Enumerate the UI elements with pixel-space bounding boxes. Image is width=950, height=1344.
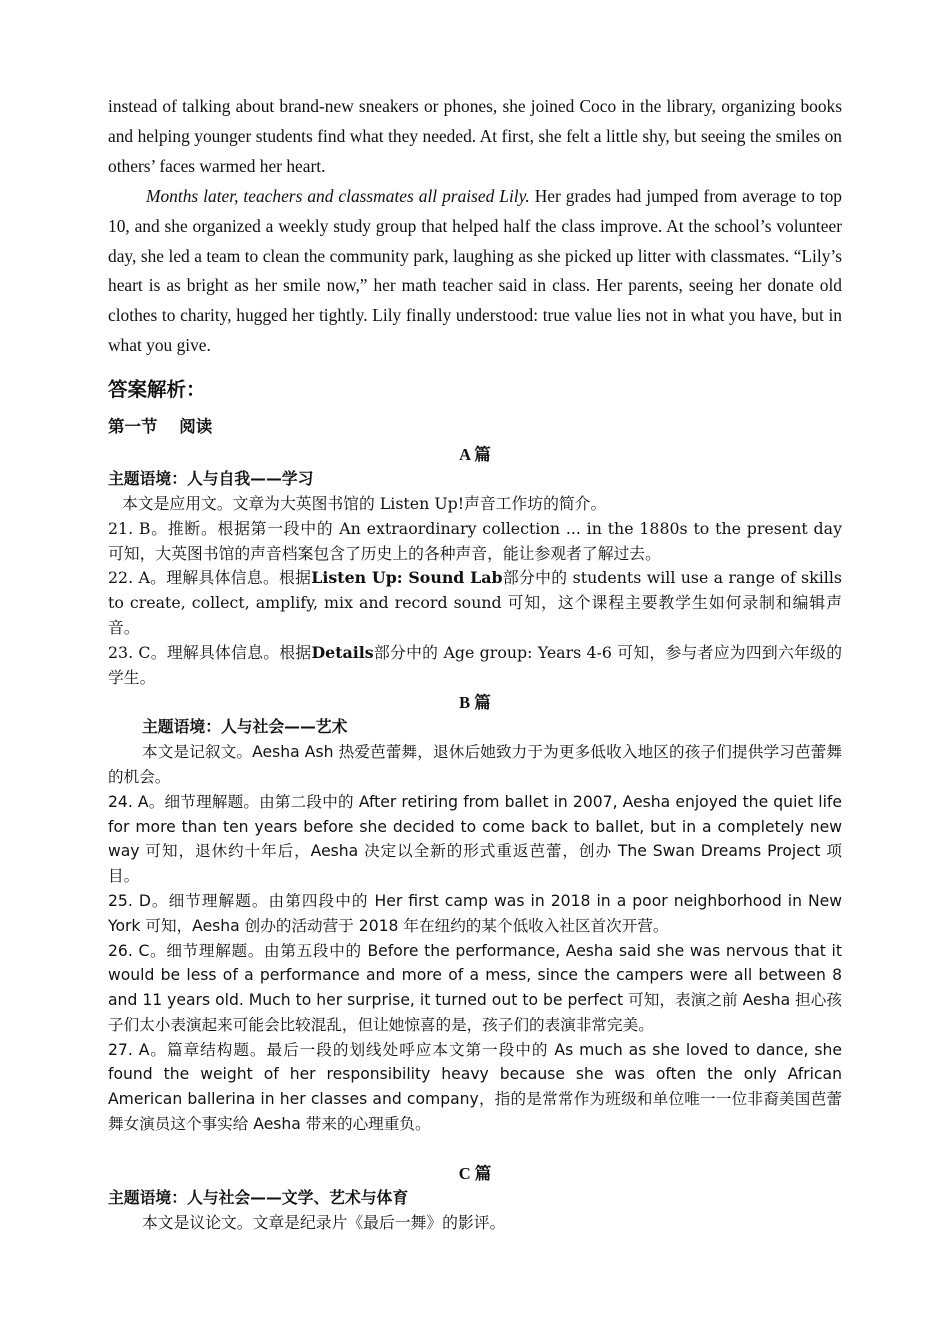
answer-25: 25. D。细节理解题。由第四段中的 Her first camp was in 2018 in a poor neighborhood in New York 可知，Aesha 创办的活动营于 2018 年在纽约的某个低收入社区首次开营。 (108, 891, 842, 935)
passage-b-block (108, 690, 842, 1137)
answers-heading: 答案解析： (108, 378, 206, 402)
story-text (108, 92, 842, 361)
section-heading: 第一节 阅读 (108, 417, 213, 437)
answer-23: 23. C。理解具体信息。根据Details部分中的 Age group: Years 4-6 可知，参与者应为四到六年级的学生。 (108, 642, 842, 687)
passage-b-title: B 篇 (459, 693, 491, 713)
passage-a-title: A 篇 (459, 445, 491, 465)
answer-21: 21. B。推断。根据第一段中的 An extraordinary collection ... in the 1880s to the present day 可知，大英图书馆的声音档案包含了历史上的各种声音，能让参观者了解过去。 (108, 518, 842, 563)
answer-22: 22. A。理解具体信息。根据Listen Up: Sound Lab部分中的 students will use a range of skills to create, collect, amplify, mix and record sound 可知，这个课程主要教学生如何录制和编辑声音。 (108, 568, 842, 637)
passage-c-title: C 篇 (458, 1163, 492, 1183)
passage-c-block (108, 1161, 842, 1236)
answer-24: 24. A。细节理解题。由第二段中的 After retiring from ballet in 2007, Aesha enjoyed the quiet life for more than ten years before she decided to come back to ballet, but in a completely new way 可知，退休约十年后，Aesha 决定以全新的形式重返芭蕾，创办 The Swan Dreams Project 项目。 (108, 792, 842, 886)
story-italic-sentence: Months later, teachers and classmates all praised Lily. (146, 185, 530, 206)
answer-27: 27. A。篇章结构题。最后一段的划线处呼应本文第一段中的 As much as she loved to dance, she found the weight of her responsibility heavy because she was often the only African American ballerina in her classes and company，指的是常常作为班级和单位唯一一位非裔美国芭蕾舞女演员这个事实给 Aesha 带来的心理重负。 (108, 1040, 842, 1134)
passage-b-intro: 本文是记叙文。Aesha Ash 热爱芭蕾舞，退休后她致力于为更多低收入地区的孩子们提供学习芭蕾舞的机会。 (108, 743, 842, 786)
passage-c-theme: 主题语境：人与社会——文学、艺术与体育 (108, 1187, 409, 1207)
passage-a-intro: 本文是应用文。文章为大英图书馆的 Listen Up!声音工作坊的简介。 (122, 493, 607, 513)
passage-a-block (108, 442, 842, 690)
spacer (108, 1137, 842, 1161)
answer-23-bold: Details (311, 642, 374, 662)
passage-a-theme: 主题语境：人与自我——学习 (108, 469, 314, 489)
answer-26: 26. C。细节理解题。由第五段中的 Before the performance, Aesha said she was nervous that it would be less of a performance and more of a mess, since the campers were all between 8 and 11 years old. Much to her surprise, it turned out to be perfect 可知，表演之前 Aesha 担心孩子们太小表演起来可能会比较混乱，但让她惊喜的是，孩子们的表演非常完美。 (108, 941, 842, 1034)
answer-22-bold: Listen Up: Sound Lab (311, 568, 503, 588)
passage-b-theme: 主题语境：人与社会——艺术 (142, 717, 348, 737)
story-paragraph-2-rest: Her grades had jumped from average to top 10, and she organized a weekly study group that helped half the class improve. At the school’s volunteer day, she led a team to clean the community park, laughing as she picked up litter with classmates. “Lily’s heart is as bright as her smile now,” her math teacher said in class. Her parents, seeing her donate old clothes to charity, hugged her tightly. Lily finally understood: true value lies not in what you have, but in what you give. (108, 185, 842, 356)
story-paragraph-2 (108, 182, 842, 361)
document-page (108, 92, 842, 1235)
story-paragraph-1: instead of talking about brand-new sneakers or phones, she joined Coco in the library, organizing books and helping younger students find what they needed. At first, she felt a little shy, but seeing the smiles on others’ faces warmed her heart. (108, 96, 842, 176)
passage-c-intro: 本文是议论文。文章是纪录片《最后一舞》的影评。 (142, 1212, 506, 1232)
